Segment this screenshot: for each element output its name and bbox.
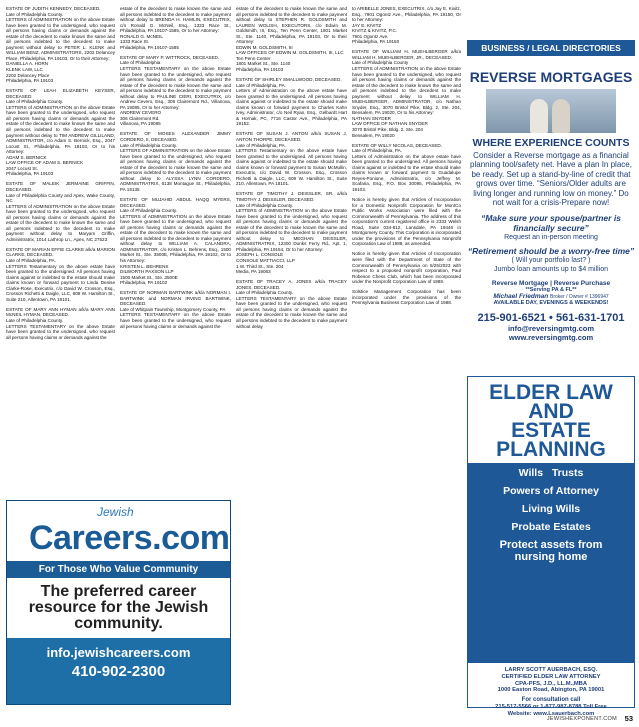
jewish-careers-ad — [6, 500, 231, 705]
el-attorney: LARRY SCOTT AUERBACH, ESQ. — [504, 667, 598, 673]
jewish-careers-tagline: For Those Who Value Community — [7, 561, 230, 578]
el-creds: CPA-PFS, J.D., LL.M.,MBA — [514, 680, 588, 687]
el-services — [468, 463, 634, 663]
reverse-mortgage-ad — [467, 62, 635, 368]
el-address: 1000 Easton Road, Abington, PA 19001 — [497, 687, 605, 694]
couple-photo-icon — [486, 89, 616, 133]
rm-broker: Michael Friedman — [493, 293, 549, 301]
el-consult: For consultation call — [521, 697, 581, 704]
el-title-line: ESTATE — [511, 419, 591, 442]
legal-notice: ESTATE OF TRACEY A. JONES a/k/a TRACEY JONES, DECEASED. Late of Philadelphia County. LETTERS TESTAMENTARY on the above Estate have been granted to the undersigned, who request all persons having claims or demands against the estate of the decedent to make known the same and all persons indebted to the decedent to make payment without delay — [236, 279, 347, 329]
jewish-careers-brand-top: Jewish — [97, 505, 134, 519]
legal-notice: ESTATE OF WILLY NICOLAS, DECEASED. Late of Philadelphia, PA. Letters of Administration on the above estate have been granted to the undersigned. All persons having claims against or indebted to the estate should make claims known or forward payment to Guadalupe Reyes-Ponione, Administratrix, c/o Jeffrey M. Scafaria, Esq., P.O. Box 30095, Philadelphia, PA 19103. — [352, 142, 461, 192]
legal-column-1 — [6, 6, 115, 345]
page-footer — [0, 712, 639, 727]
legal-notice: ESTATE OF WILLIAM H. MUEHLBERGER a/k/a WILLIAM H. MUEHLBERGER, JR., DECEASED. Late of Philadelphia County LETTERS of ADMINISTRATION on the above Estate have been granted to the undersigned, who request all persons having claims or demands against the estate of the decedent to make known the same and all persons indebted to the decedent to make payment without delay to WILLIAM H. MUEHLBERGER, ADMINISTRATOR, c/o Nathan Snyder, Esq., 3070 Bristol Pike, Bldg. 2, Ste. 204, Bensalem, PA 19020, Or to his Attorney: NATHAN SNYDER LAW OFFICE OF NATHAN SNYDER 3070 Bristol Pike, Bldg. 2, Ste. 204 Bensalem, PA 19020 — [352, 49, 461, 138]
rm-company: Reverse Mortgage | Reverse Purchase — [491, 280, 611, 288]
section-header: BUSINESS / LEGAL DIRECTORIES — [467, 40, 635, 56]
rm-tagline-1-sub: Request an in-person meeting — [504, 234, 598, 242]
el-title — [468, 377, 634, 459]
rm-tagline-2: “Retirement should be a worry-free time” — [467, 246, 635, 257]
legal-notice: ESTATE OF MUJAHID ABDUL HAQQ MYERS, DECEASED. Late of Philadelphia County. LETTERS of ADMINISTRATION on the above Estate have been granted to the undersigned, who request all persons having claims or demands against the estate of the decedent to make known the same and all persons indebted to the decedent to make payment without delay to WILLIAM A. CALANDRA, ADMINISTRATOR, c/o Kristen L. Behrens, Esq., 1500 Market St., Ste. 3500E, Philadelphia, PA 19102, Or to his Attorney: KRISTEN L. BEHRENS DILWORTH PAXSON LLP 1500 Market St., Ste. 3500E Philadelphia, PA 19102 — [120, 197, 231, 286]
legal-notice: ESTATE OF MARY P. WITTROCK, DECEASED. Late of Philadelphia LETTERS TESTAMENTARY on the above Estate have been granted to the undersigned, who request all persons having claims or demands against the estate of the decedent to make known the same and all persons indebted to the decedent to make payment without delay to PAULINE CIERI, EXECUTRIX, c/o Andrew Cevero, Esq., 306 Clairemont Rd., Villanova, PA 19085, Or to her Attorney: ANDREW CEVERO 306 Clairemont Rd. Villanova, PA 19085 — [120, 54, 231, 127]
jewish-careers-phone: 410-902-2300 — [71, 663, 166, 680]
rm-serving: **Serving PA & FL** — [525, 287, 577, 294]
rm-hours: AVAILABLE DAY, EVENINGS & WEEKENDS! — [493, 300, 609, 307]
rm-tagline-1: “Make sure your spouse/partner is financially secure” — [481, 213, 621, 234]
el-cert: CERTIFIED ELDER LAW ATTORNEY — [501, 673, 601, 680]
rm-tagline-2-sub-1: ( Will your portfolio last? ) — [511, 257, 591, 265]
legal-notice: estate of the decedent to make known the same and all persons indebted to the decedent to make payment without delay to STEPHEN R. GOLDSMITH and LAUREN WOLISH, EXECUTORS, c/o Edwin M. Goldsmith, III, Esq., Ten Penn Center, 1801 Market St., Ste. 1140, Philadelphia, PA 19103, Or to their Attorney: EDWIN M. GOLDSMITH, III LAW OFFICES OF EDWIN M. GOLDSMITH, III, LLC Ten Penn Center 1801 Market St., Ste. 1140 Philadelphia, PA 19103 — [236, 6, 347, 73]
el-title-line: AND — [528, 400, 574, 423]
legal-notice: ESTATE OF SUSAN J. ANTON a/k/a SUSAN J. ANTON THORPE, DECEASED. Late of Philadelphia, PA. LETTERS Testamentary on the above estate have been granted to the undersigned. All persons having claims against or indebted to the estate should make claims known or forward payment to Susan McMullin, Executrix, c/o David W. Crosson, Esq., Crosson Richetti & Daigle, LLC, 609 W. Hamilton St., Suite 210, Allentown, PA 18101. — [236, 131, 347, 187]
rm-subtitle: WHERE EXPERIENCE COUNTS — [472, 137, 630, 149]
rm-website: www.reversingmtg.com — [508, 333, 594, 343]
legal-column-4 — [352, 6, 461, 706]
legal-notice: ESTATE OF TIMOTHY J. DEISSLER, SR. a/k/a TIMOTHY J. DEISSLER, DECEASED. Late of Philadelphia County. LETTERS of ADMINISTRATION on the above Estate have been granted to the undersigned, who request all persons having claims or demands against the estate of the decedent to make known the same and all persons indebted to the decedent to make payment without delay to MEGHAN DEISSLER, ADMINISTRATRIX, 12300 Dunks Ferry Rd., Apt. 1, Philadelphia, PA 19154, Or to her Attorney: JOSEPH L. CONSOLE CONSOLE MATTIACCI, LLP 1 W. Third St., Ste. 204 Media, PA 19063 — [236, 191, 347, 275]
jewish-careers-logo — [7, 501, 230, 561]
legal-notice: ESTATE OF MARY ANN HYMAN a/k/a MARY ANN McNEIL HYMAN, DECEASED. Late of Philadelphia County. LETTERS TESTAMENTARY on the above Estate have been granted to the undersigned, who request all persons having claims or demands against the — [6, 306, 115, 340]
legal-notice: ESTATE OF JUDITH KENNEDY, DECEASED. Late of Philadelphia County. LETTERS of ADMINISTRATION on the above Estate have been granted to the undersigned, who request all persons having claims or demands against the estate of the decedent to make known the same and all persons indebted to the decedent to make payment without delay to PETER L. KLENK and WILLIAM BENZ, ADMINISTRATORS, 2202 Delancey Place, Philadelphia, PA 19103, Or to their Attorney: DANIELLA A. HORN KLENK LAW, LLC 2202 Delancey Place Philadelphia, PA 19103 — [6, 6, 115, 84]
el-title-line: ELDER LAW — [489, 381, 613, 404]
el-service: Wills Trusts — [518, 467, 584, 479]
el-website: Website: www.Lsauerbach.com — [507, 710, 595, 717]
rm-tagline-2-sub-2: Jumbo loan amounts up to $4 million — [493, 266, 608, 274]
page-number: 53 — [624, 714, 633, 723]
legal-notice: ESTATE OF NORMAN BARTWINK a/k/a NORMAN I. BARTWINK and NORMAN IRVING BARTWINK, DECEASED. Late of Whitpain Township, Montgomery County, PA LETTERS TESTAMENTARY on the above Estate have been granted to the undersigned, who request all persons having claims or demands against the — [120, 290, 231, 329]
legal-notice: ESTATE OF MOSES ALEXANDER JIMMY CORDERO, II, DECEASED. Late of Philadelphia County. LETTERS OF ADMINISTRATION on the above Estate have been granted to the undersigned, who request all persons having claims or demands against the estate of the decedent to make known the same and all persons indebted to the decedent to make payment without delay to ALYSSA LYNN CORDERO, ADMINISTRATRIX, 6138 Montague St., Philadelphia, PA 19135 — [120, 131, 231, 192]
footer-url: JEWISHEXPONENT.COM — [546, 716, 617, 722]
jewish-careers-email: info.jewishcareers.com — [46, 645, 191, 660]
legal-notice: Notice is hereby given that Articles of Incorporation were filed with the Department of State of the Commonwealth of Pennsylvania on 5/25/2023 with respect to a proposed nonprofit corporation, Paul Robeson Chess Club, which has been incorporated under the Nonprofit Corporation Law of 1988. — [352, 251, 461, 285]
el-title-line: PLANNING — [496, 438, 606, 461]
legal-notice: estate of the decedent to make known the same and all persons indebted to the decedent to make payment without delay to BRENDA H. HAMLIN, EXECUTRIX, c/o Ronald G. McNeil, Esq., 1333 Race St., Philadelphia, PA 19107-1585, Or to her Attorney: RONALD G. McNEIL 1333 Race St. Philadelphia, PA 19107-1585 — [120, 6, 231, 50]
legal-notice: ESTATE OF SHIRLEY SMALLWOOD, DECEASED. Late of Philadelphia, PA. Letters of Administration on the above estate have been granted to the undersigned. All persons having claims against or indebted to the estate should make claims known or forward payment to Charles Kahn Ivey, Administrator, c/o Neil Ryan, Esq., Gelbardt Hart & Hornak, PC, 7716 Castor Ave., Philadelphia, PA 19152. — [236, 77, 347, 127]
jewish-careers-brand: Careers.com — [29, 519, 230, 557]
elder-law-ad — [467, 376, 635, 717]
el-phones: 215-517-5566 or 1-877-987-8788 Toll Free — [495, 704, 607, 711]
rm-email: info@reversingmtg.com — [507, 324, 595, 334]
legal-column-3 — [236, 6, 347, 706]
legal-notice: Solstice Management Corporation has been incorporated under the provisions of the Pennsylvania Business Corporation Law of 1988. — [352, 289, 461, 306]
rm-body: Consider a Reverse mortgage as a financial planning tool/safety net. Have a plan In place, be ready. Set up a stand-by-line of credit that grows over time. “Seniors/Older adults are living longer and running low on money.” Do not wait for a crisis-Prepare now! — [470, 151, 632, 208]
legal-column-2 — [120, 6, 231, 506]
legal-notice: to ARIBELLE JONES, EXECUTRIX, c/o Jay E. Kivitz, Esq., 7901 Ogontz Ave., Philadelphia, PA 19150, Or to her Attorney: JAY E. KIVITZ KIVITZ & KIVITZ, P.C. 7901 Ogontz Ave. Philadelphia, PA 19150 — [352, 6, 461, 45]
el-service: Probate Estates — [511, 521, 591, 533]
el-service: Living Wills — [521, 503, 581, 515]
rm-title: REVERSE MORTGAGES — [469, 69, 633, 85]
jewish-careers-headline: The preferred career resource for the Jewish community. — [28, 583, 209, 632]
legal-notice: ESTATE OF MARIAN EFFIE CLARKE a/k/a MARION CLARKE, DECEASED. Late of Philadelphia, PA. LETTERS Testamentary on the above estate have been granted to the undersigned. All persons having claims against or indebted to the estate should make claims known or forward payment to Linda Denise Clarke-Rose, Executrix, c/o David W. Crosson, Esq., Crosson Richetti & Daigle, LLC, 609 W. Hamilton St., Suite 210, Allentown, PA 18101. — [6, 246, 115, 302]
el-service: Protect assets from nursing home — [499, 539, 603, 563]
legal-notice: ESTATE OF LEAH ELIZABETH KEYSER, DECEASED. Late of Philadelphia County. LETTERS of ADMINISTRATION on the above Estate have been granted to the undersigned, who request all persons having claims or demands against the estate of the decedent to make known the same and all persons indebted to the decedent to make payment without delay to TIM ANDREW GILLILAND, ADMINISTRATOR, c/o Adam S. Bernick, Esq., 2047 Locust St., Philadelphia, PA 19103, Or to his Attorney: ADAM S. BERNICK LAW OFFICE OF ADAM S. BERNICK 2047 Locust St. Philadelphia, PA 19103 — [6, 88, 115, 177]
rm-broker-title: Broker / Owner # 1396947 — [550, 294, 609, 301]
rm-phones: 215-901-6521 • 561-631-1701 — [477, 312, 625, 325]
el-service: Powers of Attorney — [503, 485, 599, 497]
legal-notice: Notice is hereby given that Articles of Incorporation for a Domestic Nonprofit Corporation for MontCo Public Works Association were filed with the Commonwealth of Pennsylvania. The address of this corporation's current registered office is 2333 Welsh Road, Suite 034-812, Lansdale, PA 19446 in Montgomery County. This Corporation is incorporated under the provisions of the Pennsylvania Nonprofit Corporation Law of 1988, as amended. — [352, 197, 461, 247]
legal-notice: ESTATE OF MALEIK JERMAINE GRIFFIN, DECEASED. Late of Philadelphia County and Apex, Wake County, NC LETTERS of ADMINISTRATION on the above Estate have been granted to the undersigned, who request all persons having claims or demands against the estate of the decedent to make known the same and all persons indebted to the decedent to make payment without delay to Maryam Griffin, Administratrix, 1014 Lathrop Ln., Apex, NC 27523 — [6, 181, 115, 242]
